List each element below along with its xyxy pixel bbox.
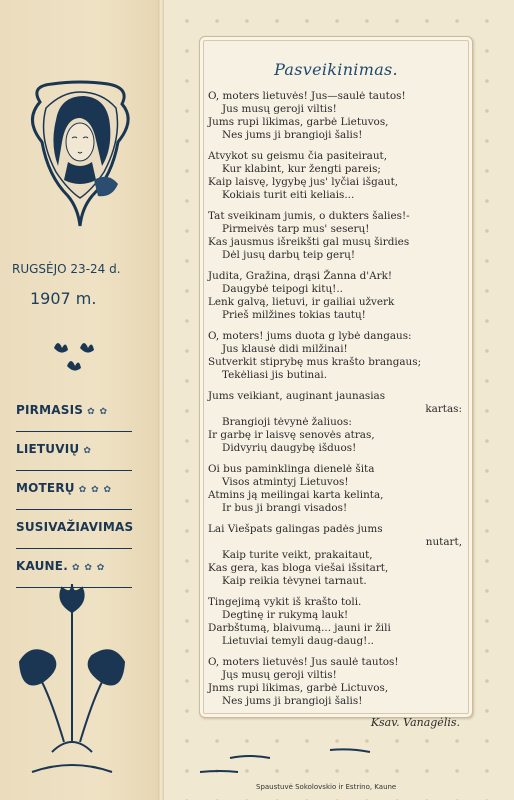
- flower-ornament-icon: [48, 336, 102, 376]
- poem-line: Lai Viešpats galingas padės jums: [208, 523, 383, 535]
- stanza-5: [208, 330, 464, 382]
- event-date: RUGSĖJO 23-24 d.: [12, 262, 121, 276]
- stanza-7: [208, 463, 464, 515]
- poem-line: Visos atmintyj Lietuvos!: [222, 476, 349, 488]
- poem-line: O, moters! jums duota g lybė dangaus:: [208, 330, 412, 342]
- poem-line: Tingejimą vykit iš krašto toli.: [208, 596, 362, 608]
- ground-strokes-ornament: [160, 740, 510, 780]
- stanza-10: [208, 656, 464, 708]
- stanza-6: [208, 390, 464, 455]
- poem-line: Atvykot su geismu čia pasiteiraut,: [208, 150, 388, 162]
- poem-line: Pirmeivės tarp mus' seserų!: [222, 223, 370, 235]
- poem-line: Sutverkit stiprybę mus kraštо brangaus;: [208, 356, 422, 368]
- stanza-2: [208, 150, 464, 202]
- poem-line: Kaip reikia tėvynei tarnaut.: [222, 575, 367, 587]
- poem-line: Didvyrių daugybę išduos!: [222, 442, 357, 454]
- woman-portrait-ornament: [22, 80, 138, 230]
- title-line-2: LIETUVIŲ ✿: [16, 439, 132, 471]
- poem-line: Kur klabint, kur žengti pareis;: [222, 163, 381, 175]
- congress-title-list: [16, 400, 132, 595]
- poem-line: Judita, Gražina, drąsi Žanna d'Ark!: [208, 270, 393, 282]
- floral-ornament-icon: [12, 582, 132, 782]
- poem-line: Degtinę ir rukymą lauk!: [222, 609, 349, 621]
- poem-line: Jųs musų geroji viltis!: [222, 669, 337, 681]
- poem-frame: [199, 36, 473, 729]
- poem-line: Jnms rupi likimas, garbė Lictuvos,: [208, 682, 389, 694]
- poem-line: Nes jums ji brangioji šalis!: [222, 129, 363, 141]
- poem-signature: Ksav. Vanagėlis.: [370, 716, 460, 729]
- poem-line: Atmins ją meilingai karta kelinta,: [208, 489, 384, 501]
- poem-title: Pasveikinimas.: [274, 60, 398, 79]
- title-line-5: KAUNE. ✿ ✿ ✿: [16, 556, 132, 588]
- poem-line: kartas:: [425, 403, 462, 415]
- poem-line: nutart,: [425, 536, 462, 548]
- poem-line: Lenk galvą, lietuvi, ir gailiai užverk: [208, 296, 395, 308]
- stanza-3: [208, 210, 464, 262]
- poem-text: [208, 60, 464, 729]
- title-line-3: MOTERŲ ✿ ✿ ✿: [16, 478, 132, 510]
- poem-line: Jums rupi likimas, garbė Lietuvos,: [208, 116, 389, 128]
- poem-line: Ir bus ji brangi visados!: [222, 502, 348, 514]
- poem-line: Kas gera, kas bloga viešai išsitart,: [208, 562, 389, 574]
- poem-line: Nes jums ji brangioji šalis!: [222, 695, 363, 707]
- title-line-4: SUSIVAŽIAVIMAS: [16, 517, 132, 549]
- poem-line: Jums veikiant, auginant jaunasias: [208, 390, 386, 402]
- poem-line: Kaip turite veikt, prakaitaut,: [222, 549, 373, 561]
- stanza-4: [208, 270, 464, 322]
- poem-line: Oi bus paminklinga dienelė šita: [208, 463, 375, 475]
- poem-line: O, moters lietuvės! Jus saulė tautos!: [208, 656, 399, 668]
- poem-line: Prieš milžines tokias tautų!: [222, 309, 366, 321]
- poem-line: Dėl jusų darbų teip gerų!: [222, 249, 356, 261]
- stanza-8: [208, 523, 464, 588]
- poem-line: Lietuviai temyli daug-daug!..: [222, 635, 374, 647]
- poem-line: Tat sveikinam jumis, o dukters šalies!-: [208, 210, 410, 222]
- poem-line: Jus klausė didi milžinai!: [222, 343, 348, 355]
- title-line-1: PIRMASIS ✿ ✿: [16, 400, 132, 432]
- poem-line: Brangioji tėvynė žaliuos:: [222, 416, 352, 428]
- poem-line: Daugybė teipogi kitų!..: [222, 283, 343, 295]
- poem-line: Tekėliasi jis butinai.: [222, 369, 328, 381]
- poem-line: O, moters lietuvės! Jus—saulė tautos!: [208, 90, 406, 102]
- poem-line: Jus musų geroji viltis!: [222, 103, 337, 115]
- poem-line: Kaip laisvę, lygybę jus' lyčiai išgaut,: [208, 176, 399, 188]
- event-year: 1907 m.: [30, 289, 97, 308]
- printer-imprint: Spaustuvė Sokolovskio ir Estrino, Kaune: [256, 783, 397, 791]
- poem-line: Kokiais turit eiti keliais...: [222, 189, 355, 201]
- stanza-9: [208, 596, 464, 648]
- poem-line: Darbštumą, blaivumą... jauni ir žili: [208, 622, 391, 634]
- stanza-1: [208, 90, 464, 142]
- poem-line: Ir garbę ir laisvę senovės atras,: [208, 429, 375, 441]
- poem-line: Kas jausmus išreikšti gal musų širdies: [208, 236, 410, 248]
